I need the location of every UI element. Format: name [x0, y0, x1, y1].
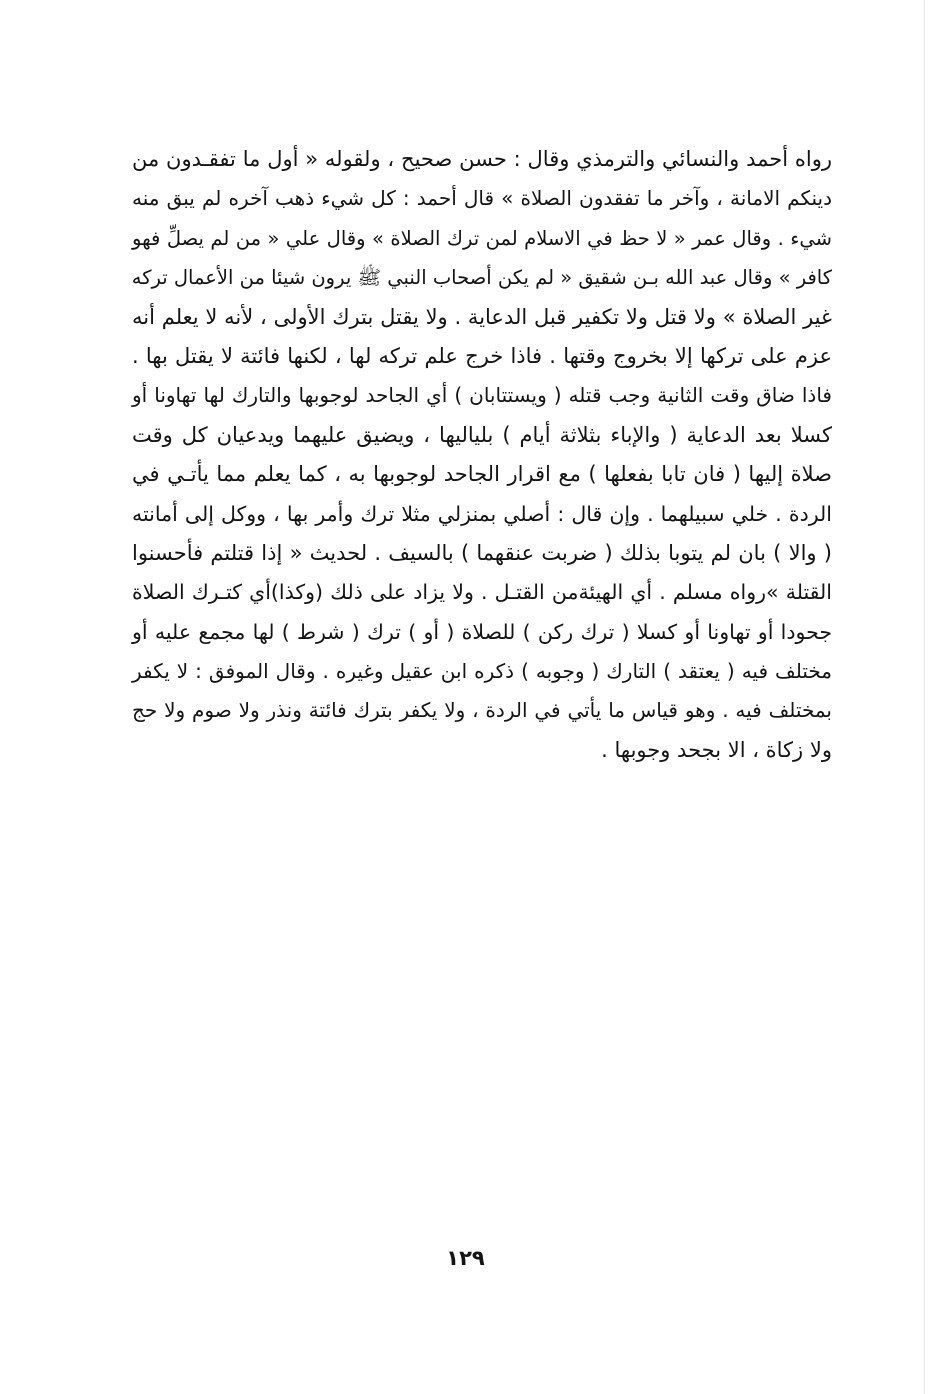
text-line: كسلا بعد الدعاية ( والإباء بثلاثة أيام ) بلياليها ، ويضيق عليهما ويدعيان كل وقت — [132, 422, 832, 447]
text-line: رواه أحمد والنسائي والترمذي وقال : حسن صحيح ، ولقوله « أول ما تفقـدون من — [132, 147, 832, 171]
text-line: عزم على تركها إلا بخروج وقتها . فاذا خرج علم تركه لها ، لكنها فائتة لا يقتل بها . — [132, 343, 832, 368]
text-line: جحودا أو تهاونا أو كسلا ( ترك ركن ) للصلاة ( أو ) ترك ( شرط ) لها مجمع عليه أو — [132, 619, 832, 644]
text-line: شيء . وقال عمر « لا حظ في الاسلام لمن ترك الصلاة » وقال علي « من لم يصلِّ فهو — [132, 226, 832, 250]
text-line: القتلة »رواه مسلم . أي الهيئةمن القتـل . ولا يزاد على ذلك (وكذا)أي كتـرك الصلاة — [132, 580, 832, 605]
text-line: فاذا ضاق وقت الثانية وجب قتله ( ويستتابان ) أي الجاحد لوجوبها والتارك لها تهاونا أو — [132, 383, 832, 408]
page-number: ١٢٩ — [446, 1246, 485, 1270]
page-edge-divider — [924, 0, 925, 1394]
text-line: صلاة إليها ( فان تابا بفعلها ) مع اقرار الجاحد لوجوبها به ، كما يعلم مما يأتـي في — [132, 462, 832, 487]
text-line: دينكم الامانة ، وآخر ما تفقدون الصلاة » قال أحمد : كل شيء ذهب آخره لم يبق منه — [132, 186, 832, 211]
text-line: مختلف فيه ( يعتقد ) التارك ( وجوبه ) ذكره ابن عقيل وغيره . وقال الموفق : لا يكفر — [132, 659, 832, 684]
text-line: غير الصلاة » ولا قتل ولا تكفير قبل الدعاية . ولا يقتل بترك الأولى ، لأنه لا يعلم أنه — [132, 304, 832, 329]
text-line: بمختلف فيه . وهو قياس ما يأتي في الردة ، ولا يكفر بترك فائتة ونذر ولا صوم ولا حج — [132, 698, 832, 723]
text-line: الردة . خلي سبيلهما . وإن قال : أصلي بمنزلي مثلا ترك وأمر بها ، ووكل إلى أمانته — [132, 501, 832, 526]
text-line-last: ولا زكاة ، الا بجحد وجوبها . — [601, 737, 832, 762]
body-text — [132, 140, 832, 770]
text-line: ( والا ) بان لم يتوبا بذلك ( ضربت عنقهما ) بالسيف . لحديث « إذا قتلتم فأحسنوا — [132, 540, 832, 565]
text-line: كافر » وقال عبد الله بـن شقيق « لم يكن أصحاب النبي ﷺ يرون شيئا من الأعمال تركه — [131, 266, 832, 290]
